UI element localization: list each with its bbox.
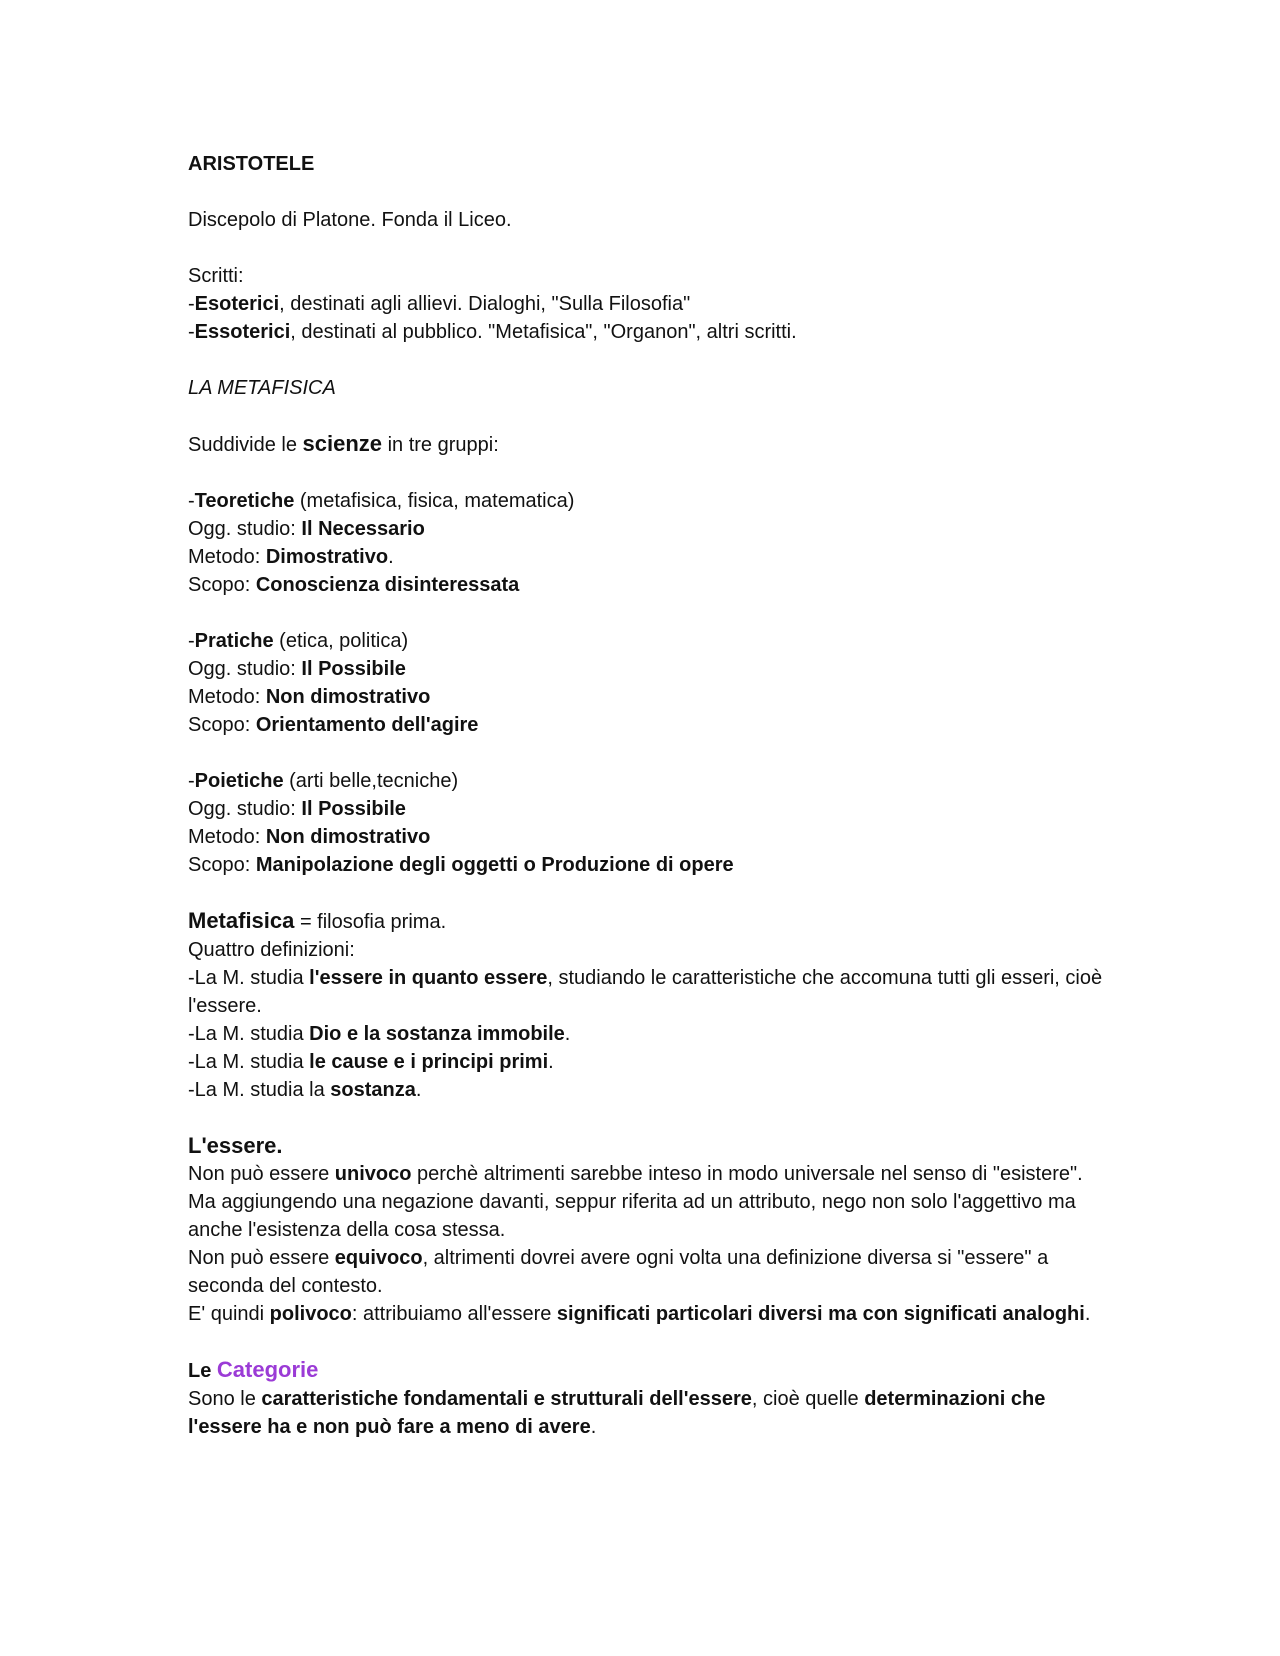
- esoterici-bold: Esoterici: [194, 293, 280, 315]
- group-teoretiche: [188, 487, 1108, 599]
- essere-paragraph-3: E' quindi polivoco: attribuiamo all'essere significati particolari diversi ma con significati analoghi.: [188, 1303, 1091, 1325]
- group-scopo: Scopo: Manipolazione degli oggetti o Produzione di opere: [188, 854, 734, 876]
- scienze-intro: Suddivide le scienze in tre gruppi:: [188, 431, 499, 456]
- intro-text: Discepolo di Platone. Fonda il Liceo.: [188, 209, 512, 231]
- quattro-definizioni: Quattro definizioni:: [188, 939, 355, 961]
- document-page: [188, 150, 1108, 1441]
- definition-3: -La M. studia le cause e i principi primi.: [188, 1051, 554, 1073]
- essere-paragraph-1: Non può essere univoco perchè altrimenti sarebbe inteso in modo universale nel senso di "esistere". Ma aggiungendo una negazione davanti, seppur riferita ad un attributo, nego non solo l'aggettivo ma anche l'esistenza della cosa stessa.: [188, 1163, 1083, 1241]
- metafisica-def-line: Metafisica = filosofia prima.: [188, 908, 447, 933]
- document-title: ARISTOTELE: [188, 153, 315, 175]
- metafisica-heading: LA METAFISICA: [188, 377, 336, 399]
- group-poietiche: [188, 767, 1108, 879]
- scritti-label: Scritti:: [188, 265, 244, 287]
- group-ogg: Ogg. studio: Il Possibile: [188, 658, 406, 680]
- group-pratiche: [188, 627, 1108, 739]
- group-metodo: Metodo: Dimostrativo.: [188, 546, 394, 568]
- scritti-esoterici: -Esoterici, destinati agli allievi. Dialoghi, "Sulla Filosofia": [188, 293, 691, 315]
- group-scopo: Scopo: Orientamento dell'agire: [188, 714, 479, 736]
- group-header: -Pratiche (etica, politica): [188, 630, 409, 652]
- categorie-section: [188, 1356, 1108, 1441]
- definition-2: -La M. studia Dio e la sostanza immobile.: [188, 1023, 571, 1045]
- essoterici-bold: Essoterici: [194, 321, 291, 343]
- categorie-heading: Le Categorie: [188, 1357, 319, 1382]
- group-scopo: Scopo: Conoscienza disinteressata: [188, 574, 520, 596]
- essere-heading: L'essere.: [188, 1133, 283, 1158]
- categorie-paragraph: Sono le caratteristiche fondamentali e strutturali dell'essere, cioè quelle determinazioni che l'essere ha e non può fare a meno di avere.: [188, 1388, 1046, 1438]
- essere-paragraph-2: Non può essere equivoco, altrimenti dovrei avere ogni volta una definizione diversa si "essere" a seconda del contesto.: [188, 1247, 1049, 1297]
- definition-4: -La M. studia la sostanza.: [188, 1079, 422, 1101]
- group-ogg: Ogg. studio: Il Possibile: [188, 798, 406, 820]
- metafisica-definitions: [188, 907, 1108, 1104]
- essere-section: [188, 1132, 1108, 1328]
- scritti-essoterici: -Essoterici, destinati al pubblico. "Metafisica", "Organon", altri scritti.: [188, 321, 797, 343]
- group-metodo: Metodo: Non dimostrativo: [188, 826, 431, 848]
- group-header: -Poietiche (arti belle,tecniche): [188, 770, 459, 792]
- group-ogg: Ogg. studio: Il Necessario: [188, 518, 425, 540]
- group-metodo: Metodo: Non dimostrativo: [188, 686, 431, 708]
- group-header: -Teoretiche (metafisica, fisica, matematica): [188, 490, 575, 512]
- definition-1: -La M. studia l'essere in quanto essere, studiando le caratteristiche che accomuna tutti gli esseri, cioè l'essere.: [188, 967, 1103, 1017]
